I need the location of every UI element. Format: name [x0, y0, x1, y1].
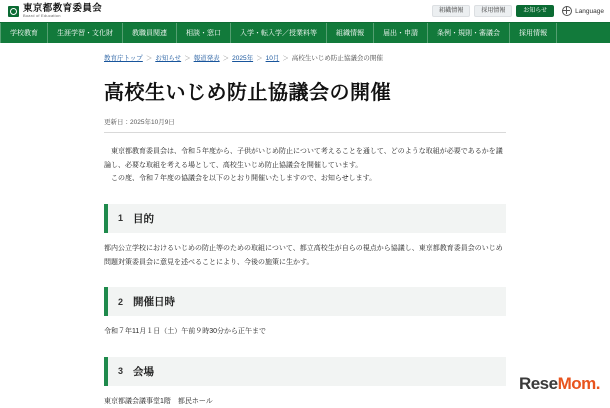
- nav-item-school-education[interactable]: 学校教育: [0, 23, 48, 43]
- breadcrumb-separator: ＞: [145, 55, 153, 62]
- section-datetime: [104, 287, 506, 339]
- breadcrumb-item-press[interactable]: 報道発表: [193, 55, 220, 62]
- section-number: 1: [118, 213, 124, 224]
- nav-item-regulations[interactable]: 条例・規則・審議会: [428, 23, 510, 43]
- section-paragraph: 都内公立学校におけるいじめの防止等のための取組について、都立高校生が自らの視点から協議し、東京都教育委員会のいじめ問題対策委員会に意見を述べることにより、今後の施策に生かす。: [104, 244, 503, 266]
- main-navigation: [0, 22, 610, 43]
- section-body: [104, 325, 506, 339]
- breadcrumb-item-news[interactable]: お知らせ: [155, 55, 182, 62]
- nav-item-consultation[interactable]: 相談・窓口: [177, 23, 231, 43]
- header-button-organization[interactable]: 組織情報: [432, 5, 470, 17]
- section-paragraph: 東京都議会議事堂1階 都民ホール: [104, 397, 213, 405]
- breadcrumb-item-current: 高校生いじめ防止協議会の開催: [291, 55, 383, 62]
- section-title: 開催日時: [133, 296, 176, 309]
- site-header: [0, 0, 610, 22]
- section-body: [104, 395, 506, 408]
- logo-subtitle: Board of Education: [23, 13, 61, 19]
- section-header: [104, 204, 506, 233]
- breadcrumb-separator: ＞: [282, 55, 289, 62]
- article-lead: [104, 145, 506, 186]
- breadcrumb-item-year[interactable]: 2025年: [232, 55, 254, 62]
- section-header: [104, 357, 506, 386]
- updated-date: 更新日：2025年10月9日: [104, 119, 175, 126]
- section-header: [104, 287, 506, 316]
- nav-item-organization[interactable]: 組織情報: [327, 23, 374, 43]
- breadcrumb-separator: ＞: [256, 55, 263, 62]
- logo-text: [23, 4, 102, 19]
- nav-item-staff[interactable]: 教職員関連: [123, 23, 177, 43]
- page-title: 高校生いじめ防止協議会の開催: [104, 82, 391, 104]
- section-number: 3: [118, 366, 124, 377]
- header-actions: [432, 5, 604, 17]
- article-content: [0, 76, 610, 408]
- logo-title: 東京都教育委員会: [23, 2, 103, 14]
- section-purpose: [104, 204, 506, 269]
- breadcrumb-item-month[interactable]: 10月: [265, 55, 280, 62]
- nav-item-admission[interactable]: 入学・転入学／授業料等: [231, 23, 327, 43]
- watermark-part-1: Rese: [518, 374, 558, 393]
- nav-item-application[interactable]: 届出・申請: [374, 23, 428, 43]
- breadcrumb-region: [0, 43, 610, 62]
- section-paragraph: 令和７年11月１日（土）午前９時30分から正午まで: [104, 328, 267, 336]
- breadcrumb-separator: ＞: [222, 55, 230, 62]
- header-button-news[interactable]: お知らせ: [516, 5, 554, 17]
- section-body: [104, 242, 506, 269]
- lead-paragraph-1: 東京都教育委員会は、令和５年度から、子供がいじめ防止について考えることを通して、どのような取組が必要であるかを議論し、必要な取組を考える場として、高校生いじめ防止協議会を開催しています。: [104, 148, 503, 169]
- section-venue: [104, 357, 506, 408]
- nav-item-recruitment[interactable]: 採用情報: [510, 23, 557, 43]
- language-label: Language: [575, 7, 604, 15]
- watermark-part-3: .: [595, 374, 600, 393]
- section-title: 会場: [133, 365, 155, 378]
- watermark-part-2: Mom: [557, 374, 596, 393]
- nav-item-lifelong-learning[interactable]: 生涯学習・文化財: [48, 23, 123, 43]
- watermark-logo: [519, 374, 600, 394]
- breadcrumb-separator: ＞: [184, 55, 191, 62]
- lead-paragraph-2: この度、令和７年度の協議会を以下のとおり開催いたしますので、お知らせします。: [111, 175, 377, 183]
- section-number: 2: [118, 296, 124, 307]
- globe-icon: [562, 6, 572, 16]
- header-button-recruit[interactable]: 採用情報: [474, 5, 512, 17]
- site-logo[interactable]: [8, 4, 102, 19]
- logo-mark-icon: [8, 6, 19, 17]
- language-switcher[interactable]: [558, 6, 604, 16]
- title-divider: [104, 132, 506, 133]
- section-title: 目的: [133, 212, 155, 225]
- breadcrumb-item-top[interactable]: 教育庁トップ: [104, 55, 143, 62]
- breadcrumb: [0, 53, 610, 62]
